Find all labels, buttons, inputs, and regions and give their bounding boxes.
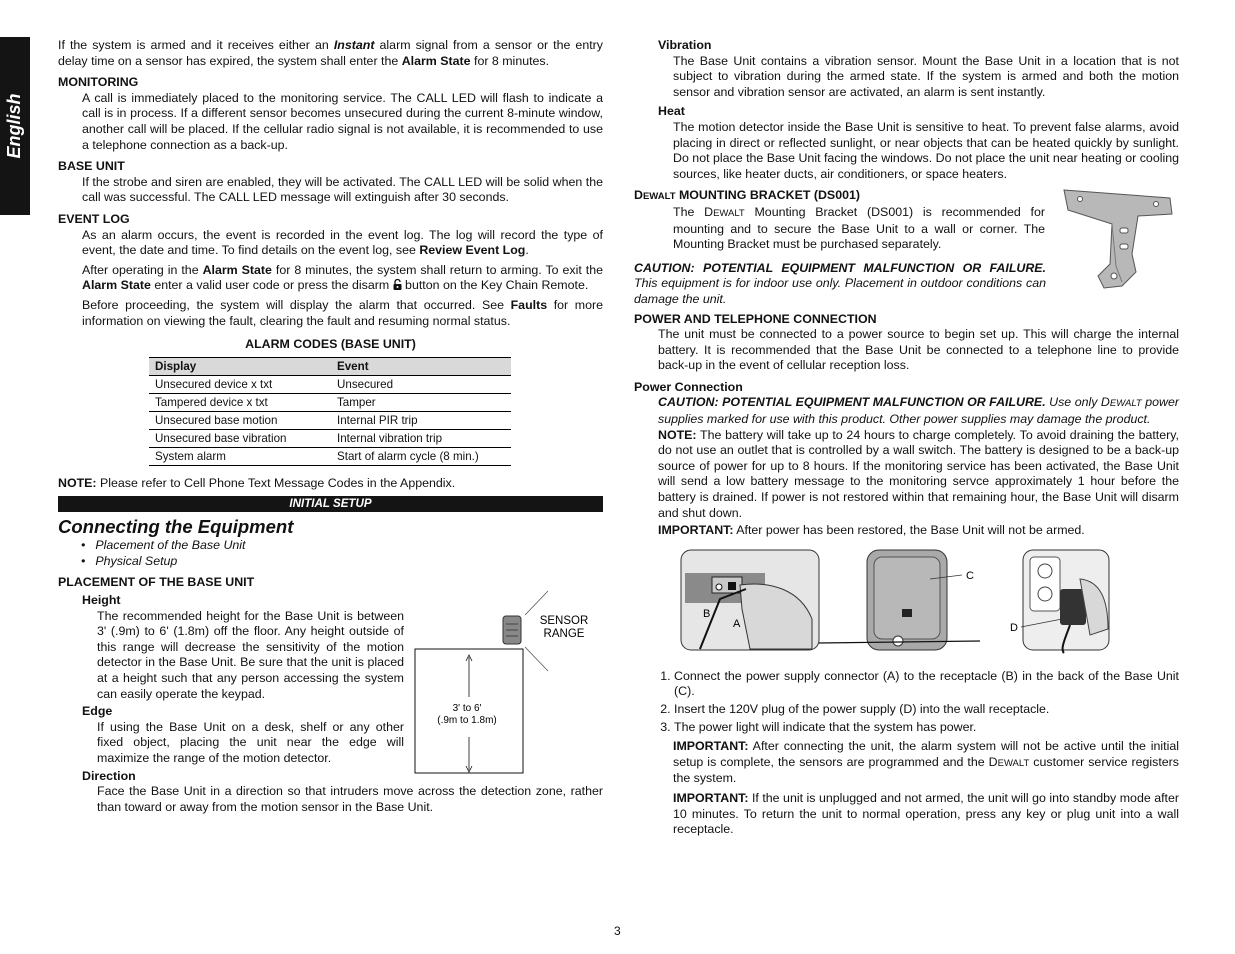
section-bullets — [58, 538, 603, 569]
table-row: Tampered device x txt Tamper — [149, 393, 511, 411]
important-2: IMPORTANT: After connecting the unit, the alarm system will not be active until the initial setup is complete, the sensors are programmed and the DEWALT customer service registers the system. — [673, 739, 1179, 786]
vibration-heading: Vibration — [658, 38, 712, 52]
important-1: IMPORTANT: After power has been restored, the Base Unit will not be armed. — [658, 523, 1085, 538]
bracket-text: The DEWALT Mounting Bracket (DS001) is recommended for mounting and to secure the Base Unit to a wall or corner. The Mounting Bracket must be purchased separately. — [673, 204, 1045, 252]
base-unit-text: If the strobe and siren are enabled, they will be activated. The CALL LED will be solid when the call was successful. The CALL LED message will extinguish after 30 seconds. — [82, 174, 603, 205]
section-title: Connecting the Equipment — [58, 516, 294, 538]
note-paragraph: NOTE: Please refer to Cell Phone Text Message Codes in the Appendix. — [58, 475, 456, 490]
heat-text: The motion detector inside the Base Unit is sensitive to heat. To prevent false alarms, avoid placing in direct or reflected sunlight, or near objects that can be heated quickly by sunlight. Do not place the Base Unit facing the windows. Do not place the unit near heating or cooling sources, like heater ducts, air conditioners, or space heaters. — [673, 119, 1179, 181]
list-item: • Placement of the Base Unit — [97, 538, 603, 554]
table-row: Unsecured device x txt Unsecured — [149, 375, 511, 393]
placement-body — [58, 593, 603, 815]
svg-text:RANGE: RANGE — [543, 628, 585, 641]
table-header: Display — [149, 357, 331, 375]
power-phone-heading: POWER AND TELEPHONE CONNECTION — [634, 311, 877, 326]
left-column — [58, 38, 603, 815]
right-column — [634, 38, 1179, 838]
caution-2: CAUTION: POTENTIAL EQUIPMENT MALFUNCTION OR FAILURE. Use only DEWALT power supplies marked for use with this product. Other power supplies may damage the product. — [658, 395, 1179, 427]
svg-text:C: C — [966, 569, 974, 582]
connection-figure — [680, 549, 1110, 659]
placement-heading: PLACEMENT OF THE BASE UNIT — [58, 575, 255, 590]
svg-text:B: B — [703, 607, 711, 620]
base-unit-heading: BASE UNIT — [58, 159, 125, 174]
event-log-text-2: After operating in the Alarm State for 8 minutes, the system shall return to arming. To exit the Alarm State enter a valid user code or press the disarm button on the Key Chain Remote. — [82, 262, 603, 293]
list-item: 1. Connect the power supply connector (A) to the receptacle (B) in the back of the Base Unit (C). — [674, 669, 1179, 700]
edge-text: If using the Base Unit on a desk, shelf or any other fixed object, placing the unit near the edge will maximize the range of the motion detector. — [97, 719, 404, 765]
table-row: Unsecured base vibration Internal vibration trip — [149, 429, 511, 447]
language-tab — [0, 37, 30, 215]
edge-heading: Edge — [82, 704, 113, 719]
event-log-heading: EVENT LOG — [58, 211, 130, 226]
direction-heading: Direction — [82, 768, 136, 783]
event-log-text-3: Before proceeding, the system will display the alarm that occurred. See Faults for more information on viewing the fault, clearing the fault and resuming normal status. — [82, 297, 603, 328]
intro-paragraph: If the system is armed and it receives either an Instant alarm signal from a sensor or the entry delay time on a sensor has expired, the system shall enter the Alarm State for 8 minutes. — [58, 38, 603, 68]
table-header: Event — [331, 357, 511, 375]
vibration-text: The Base Unit contains a vibration sensor. Mount the Base Unit in a location that is not subject to vibration during the armed state. If the system is armed and both the motion sensor and vibration sensor are activated, an alarm is sent instantly. — [673, 53, 1179, 99]
power-phone-text: The unit must be connected to a power source to begin set up. This will charge the internal battery. It is recommended that the Base Unit be connected to a telephone line to provide back-up in the event of cellular reception loss. — [658, 327, 1179, 373]
monitoring-text: A call is immediately placed to the monitoring service. The CALL LED will flash to indicate a call is in process. If a different sensor becomes unsecured during the current 8-minute window, another call will be placed. If the cellular radio signal is not available, it is recommended to use a telephone connection as a back-up. — [82, 90, 603, 152]
list-item: 2. Insert the 120V plug of the power supply (D) into the wall receptacle. — [674, 702, 1179, 718]
alarm-codes-title: ALARM CODES (BASE UNIT) — [245, 337, 416, 352]
svg-text:A: A — [733, 617, 741, 630]
page-number: 3 — [614, 924, 621, 938]
bracket-block — [634, 188, 1179, 307]
svg-text:(.9m to 1.8m): (.9m to 1.8m) — [437, 715, 497, 727]
svg-text:3' to 6': 3' to 6' — [452, 703, 482, 715]
steps-list — [634, 669, 1179, 735]
direction-text: Face the Base Unit in a direction so that intruders move across the detection zone, rather than toward or away from the motion sensor in the Base Unit. — [97, 784, 603, 814]
heat-heading: Heat — [658, 104, 685, 119]
power-connection-heading: Power Connection — [634, 379, 743, 394]
table-row: System alarm Start of alarm cycle (8 min.) — [149, 447, 511, 465]
initial-setup-bar: INITIAL SETUP — [58, 496, 603, 512]
svg-text:D: D — [1010, 621, 1018, 634]
alarm-codes-table — [149, 357, 511, 466]
list-item: • Physical Setup — [97, 554, 603, 570]
list-item: 3. The power light will indicate that the system has power. — [674, 720, 1179, 736]
table-row: Unsecured base motion Internal PIR trip — [149, 411, 511, 429]
padlock-icon — [393, 279, 402, 290]
height-heading: Height — [82, 593, 121, 608]
mounting-bracket-image — [1058, 184, 1178, 294]
bracket-heading: DEWALT MOUNTING BRACKET (DS001) — [634, 188, 860, 203]
monitoring-heading: MONITORING — [58, 75, 139, 90]
language-tab-label: English — [4, 93, 25, 159]
important-3: IMPORTANT: If the unit is unplugged and not armed, the unit will go into standby mode after 10 minutes. To return the unit to normal operation, press any key or plug unit into a wall receptacle. — [673, 790, 1179, 837]
height-diagram — [413, 587, 603, 777]
note-battery: NOTE: The battery will take up to 24 hours to charge completely. To avoid draining the battery, do not use an outlet that is controlled by a wall switch. The battery is designed to be a back-up source of power for up to 8 hours. If the monitoring service has been activated, the Base Unit will send a low battery message to the monitoring servce approximately 1 hour before the battery is drained. If power is not restored within that remaining hour, the Base Unit will disarm and shut down. — [658, 427, 1179, 520]
height-text: The recommended height for the Base Unit is between 3' (.9m) to 6' (1.8m) off the floor. Any height outside of this range will decrease the sensitivity of the motion detector in the Base Unit. Be sure that the unit is placed at a height such that any person accessing the system can easily operate the keypad. — [97, 608, 404, 701]
svg-text:SENSOR: SENSOR — [539, 615, 589, 628]
caution-1: CAUTION: POTENTIAL EQUIPMENT MALFUNCTION OR FAILURE. This equipment is for indoor use only. Placement in outdoor conditions can damage the unit. — [634, 260, 1046, 306]
event-log-text-1: As an alarm occurs, the event is recorded in the event log. The log will record the type of event, the date and time. To find details on the event log, see Review Event Log. — [82, 227, 603, 258]
